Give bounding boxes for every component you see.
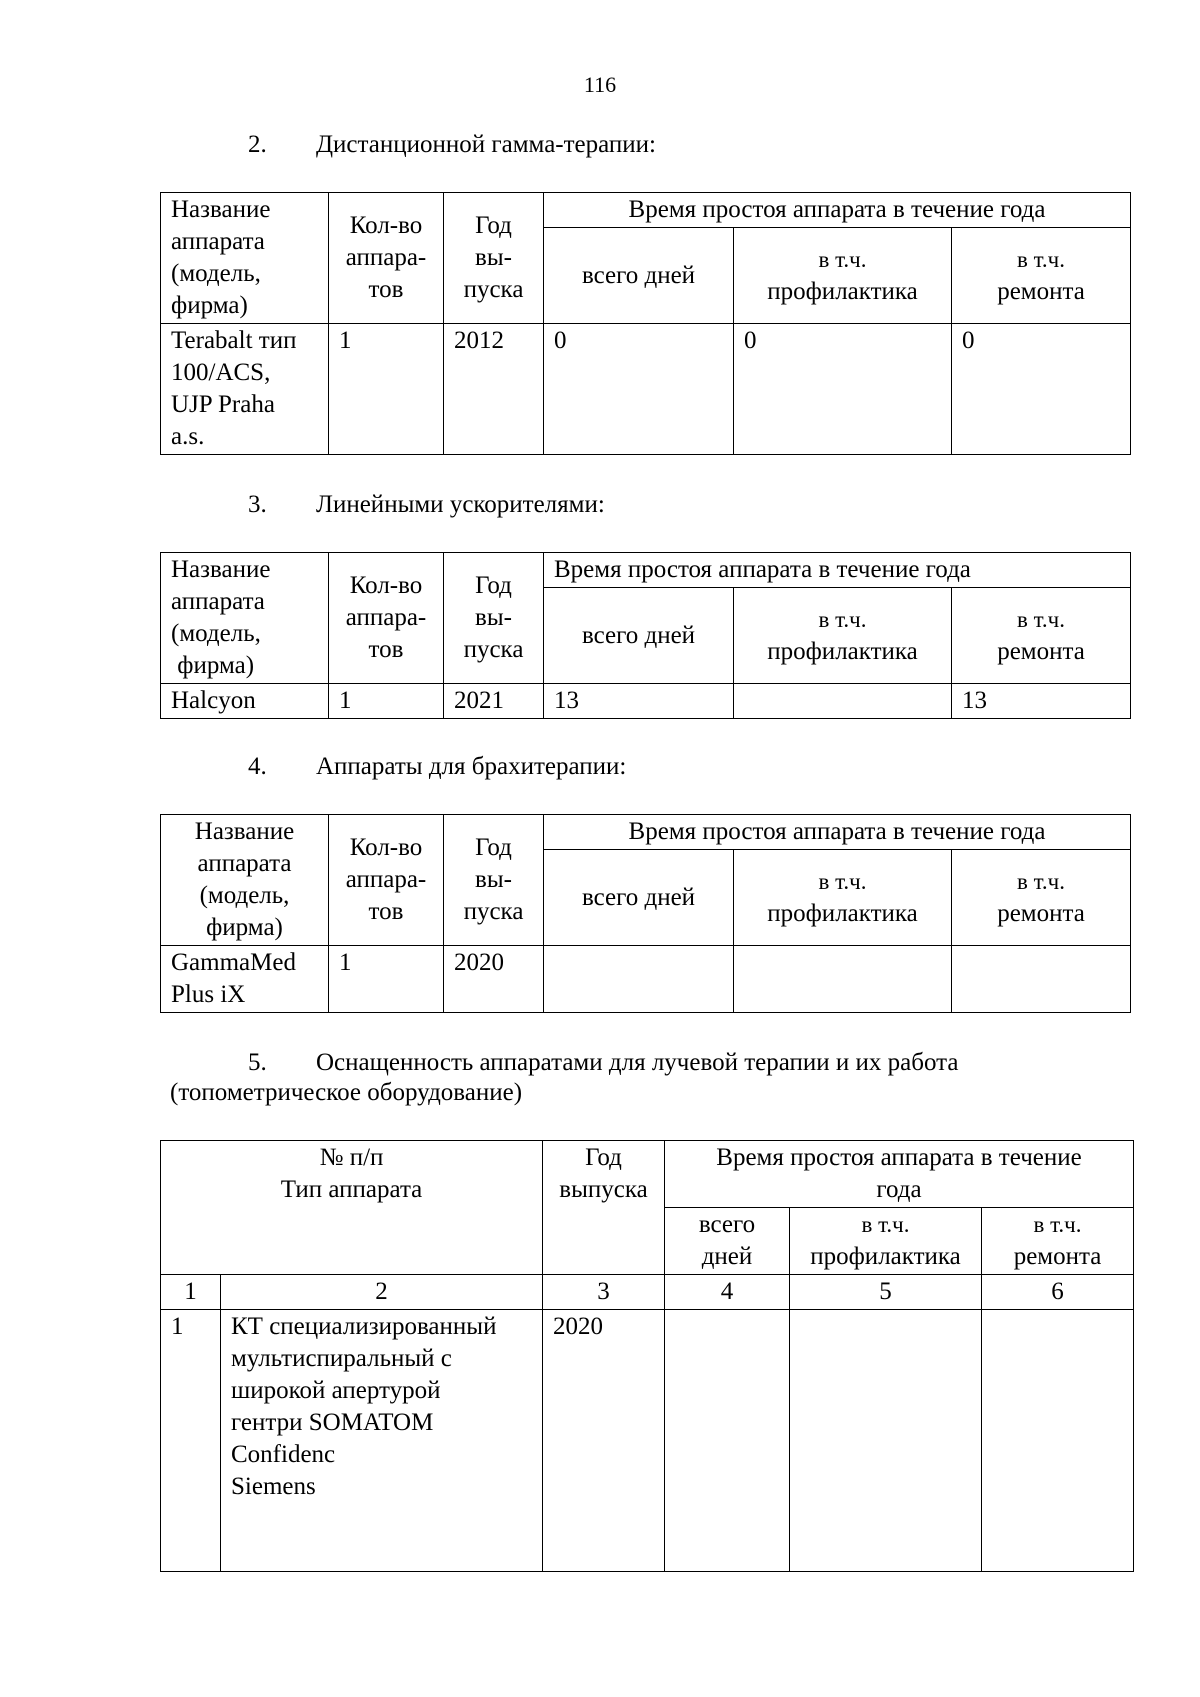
cell-name: Halcyon (161, 684, 329, 719)
col-num-4: 4 (665, 1275, 790, 1310)
header-repair: в т.ч. ремонта (952, 588, 1131, 684)
cell-count: 1 (329, 324, 444, 455)
section-3-heading (248, 490, 605, 520)
col-num-1: 1 (161, 1275, 221, 1310)
section-title: Дистанционной гамма-терапии: (316, 131, 656, 158)
header-name: Название аппарата (модель, фирма) (161, 193, 329, 324)
header-downtime: Время простоя аппарата в течение года (544, 553, 1131, 588)
section-number: 3. (248, 491, 267, 518)
header-year: Год выпуска (543, 1141, 665, 1275)
header-prophylaxis: в т.ч. профилактика (790, 1208, 982, 1275)
section-2-heading (248, 130, 656, 160)
brachytherapy-table (160, 814, 1131, 1013)
cell-prophylaxis (734, 684, 952, 719)
header-repair: в т.ч. ремонта (982, 1208, 1134, 1275)
cell-repair: 0 (952, 324, 1131, 455)
cell-count: 1 (329, 684, 444, 719)
linear-accelerators-table (160, 552, 1131, 719)
section-number: 2. (248, 131, 267, 158)
cell-type: КТ специализированный мультиспиральный с широкой апертурой гентри SOMATOM Confidenc Siemens (221, 1310, 543, 1572)
column-numbers-row (161, 1275, 1134, 1310)
col-num-6: 6 (982, 1275, 1134, 1310)
cell-repair: 13 (952, 684, 1131, 719)
topometric-equipment-table (160, 1140, 1134, 1572)
cell-year: 2020 (444, 946, 544, 1013)
section-title: Оснащенность аппаратами для лучевой терапии и их работа (316, 1049, 959, 1076)
cell-prophylaxis: 0 (734, 324, 952, 455)
header-np-type: № п/п Тип аппарата (161, 1141, 543, 1275)
col-num-3: 3 (543, 1275, 665, 1310)
header-prophylaxis: в т.ч. профилактика (734, 588, 952, 684)
cell-prophylaxis (790, 1310, 982, 1572)
header-downtime: Время простоя аппарата в течение года (544, 815, 1131, 850)
cell-total: 13 (544, 684, 734, 719)
header-repair: в т.ч. ремонта (952, 850, 1131, 946)
table-row (161, 946, 1131, 1013)
header-count: Кол-во аппара- тов (329, 553, 444, 684)
header-count: Кол-во аппара- тов (329, 193, 444, 324)
section-subtitle: (топометрическое оборудование) (170, 1079, 523, 1106)
header-year: Год вы- пуска (444, 193, 544, 324)
header-year: Год вы- пуска (444, 553, 544, 684)
gamma-therapy-table (160, 192, 1131, 455)
cell-name: Terabalt тип 100/ACS, UJP Praha a.s. (161, 324, 329, 455)
col-num-5: 5 (790, 1275, 982, 1310)
section-5-heading (170, 1048, 1100, 1108)
header-total-days: всего дней (665, 1208, 790, 1275)
section-4-heading (248, 752, 626, 782)
table-row (161, 1310, 1134, 1572)
header-name: Название аппарата (модель, фирма) (161, 815, 329, 946)
header-prophylaxis: в т.ч. профилактика (734, 850, 952, 946)
header-downtime: Время простоя аппарата в течение года (665, 1141, 1134, 1208)
cell-prophylaxis (734, 946, 952, 1013)
page-number: 116 (583, 72, 617, 97)
section-number: 5. (248, 1049, 267, 1076)
col-num-2: 2 (221, 1275, 543, 1310)
header-year: Год вы- пуска (444, 815, 544, 946)
cell-year: 2020 (543, 1310, 665, 1572)
cell-count: 1 (329, 946, 444, 1013)
cell-name: GammaMed Plus iX (161, 946, 329, 1013)
header-total-days: всего дней (544, 850, 734, 946)
section-title: Линейными ускорителями: (316, 491, 605, 518)
cell-num: 1 (161, 1310, 221, 1572)
table-row (161, 684, 1131, 719)
section-title: Аппараты для брахитерапии: (316, 753, 627, 780)
cell-year: 2012 (444, 324, 544, 455)
header-repair: в т.ч. ремонта (952, 228, 1131, 324)
header-prophylaxis: в т.ч. профилактика (734, 228, 952, 324)
header-total-days: всего дней (544, 228, 734, 324)
cell-total: 0 (544, 324, 734, 455)
cell-total (665, 1310, 790, 1572)
header-name: Название аппарата (модель, фирма) (161, 553, 329, 684)
header-count: Кол-во аппара- тов (329, 815, 444, 946)
section-number: 4. (248, 753, 267, 780)
table-row (161, 324, 1131, 455)
header-downtime: Время простоя аппарата в течение года (544, 193, 1131, 228)
cell-repair (952, 946, 1131, 1013)
cell-year: 2021 (444, 684, 544, 719)
header-total-days: всего дней (544, 588, 734, 684)
cell-total (544, 946, 734, 1013)
cell-repair (982, 1310, 1134, 1572)
